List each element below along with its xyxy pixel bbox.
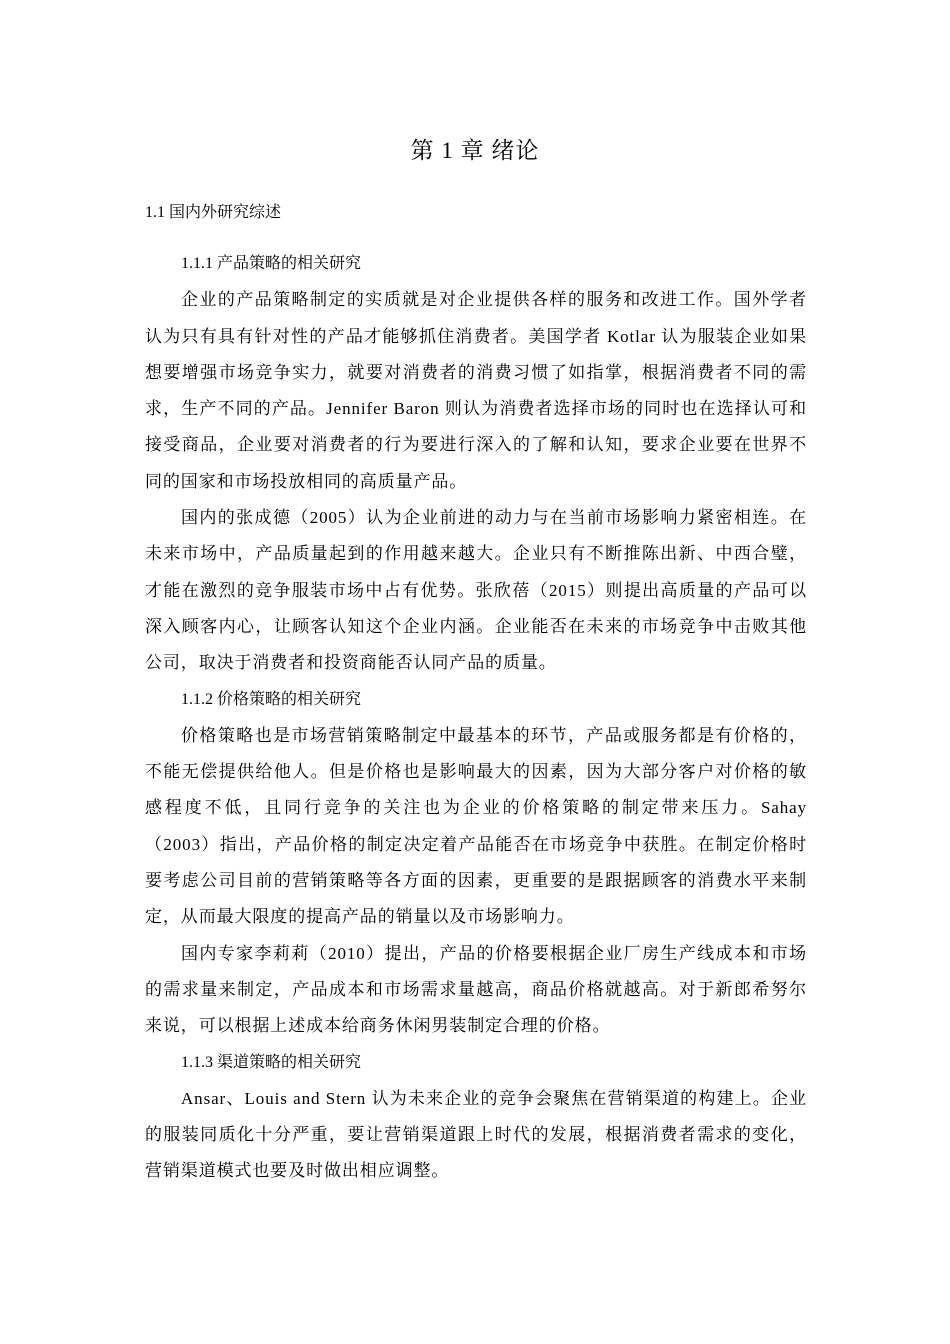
paragraph: Ansar、Louis and Stern 认为未来企业的竞争会聚焦在营销渠道的构建上。企业的服装同质化十分严重，要让营销渠道跟上时代的发展，根据消费者需求的变化，营销渠道模式也要及时做出相应调整。 — [145, 1088, 807, 1181]
paragraph: 国内的张成德（2005）认为企业前进的动力与在当前市场影响力紧密相连。在未来市场中，产品质量起到的作用越来越大。企业只有不断推陈出新、中西合璧，才能在激烈的竞争服装市场中占有优势。张欣蓓（2015）则提出高质量的产品可以深入顾客内心，让顾客认知这个企业内涵。企业能否在未来的市场竞争中击败其他公司，取决于消费者和投资商能否认同产品的质量。 — [145, 508, 807, 673]
paragraph: 国内专家李莉莉（2010）提出，产品的价格要根据企业厂房生产线成本和市场的需求量来制定，产品成本和市场需求量越高，商品价格就越高。对于新郎希努尔来说，可以根据上述成本给商务休闲男装制定合理的价格。 — [145, 943, 807, 1036]
subsection-heading-price-strategy: 1.1.2 价格策略的相关研究 — [181, 690, 362, 708]
document-body — [145, 246, 807, 1190]
paragraph: 价格策略也是市场营销策略制定中最基本的环节，产品或服务都是有价格的，不能无偿提供给他人。但是价格也是影响最大的因素，因为大部分客户对价格的敏感程度不低，且同行竞争的关注也为企业的价格策略的制定带来压力。Sahay（2003）指出，产品价格的制定决定着产品能否在市场竞争中获胜。在制定价格时要考虑公司目前的营销策略等各方面的因素，更重要的是跟据顾客的消费水平来制定，从而最大限度的提高产品的销量以及市场影响力。 — [145, 725, 807, 927]
subsection-heading-channel-strategy: 1.1.3 渠道策略的相关研究 — [181, 1053, 362, 1071]
section-heading: 1.1 国内外研究综述 — [145, 204, 282, 221]
paragraph: 企业的产品策略制定的实质就是对企业提供各样的服务和改进工作。国外学者认为只有具有针对性的产品才能够抓住消费者。美国学者 Kotlar 认为服装企业如果想要增强市场竞争实力，就要对消费者的消费习惯了如指掌，根据消费者不同的需求，生产不同的产品。Jennifer Baron 则认为消费者选择市场的同时也在选择认可和接受商品，企业要对消费者的行为要进行深入的了解和认知，要求企业要在世界不同的国家和市场投放相同的高质量产品。 — [145, 290, 807, 491]
chapter-title: 第 1 章 绪论 — [410, 138, 540, 163]
subsection-heading-product-strategy: 1.1.1 产品策略的相关研究 — [181, 255, 362, 272]
